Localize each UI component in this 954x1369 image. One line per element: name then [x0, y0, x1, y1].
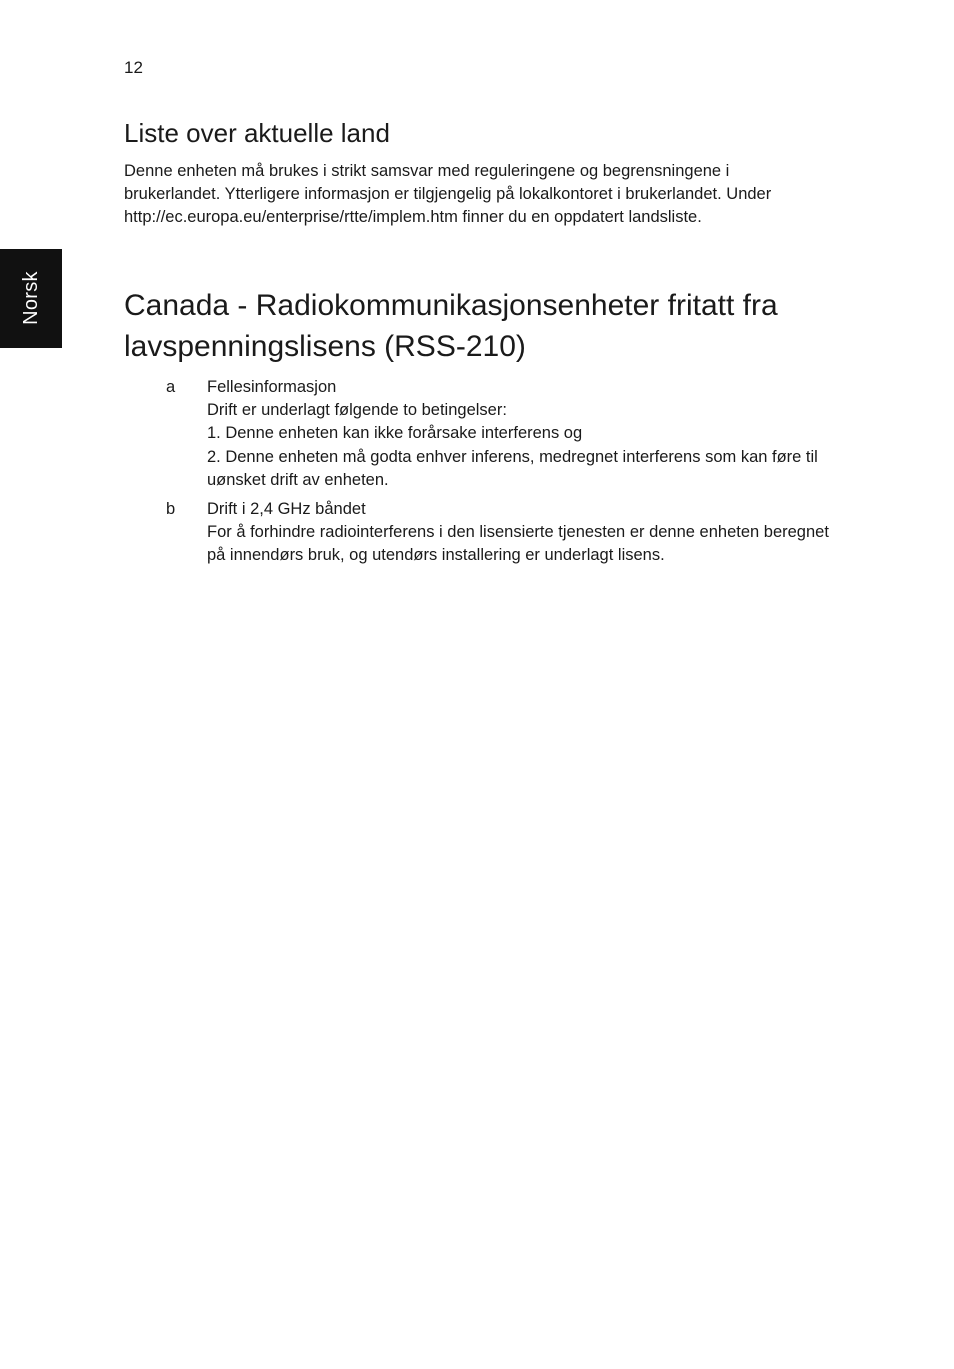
- list-marker: b: [166, 500, 176, 519]
- list-item-b: [124, 498, 844, 568]
- section-title-country-list: Liste over aktuelle land: [124, 118, 390, 148]
- list-item-heading: Fellesinformasjon: [207, 378, 337, 396]
- list-item-text: Drift er underlagt følgende to betingelser:: [207, 401, 507, 420]
- list-marker: a: [166, 378, 176, 396]
- language-side-tab-label: Norsk: [20, 271, 42, 325]
- language-side-tab: [0, 249, 62, 348]
- list-item-text: For å forhindre radiointerferens i den lisensierte tjenesten er denne enheten beregnet på innendørs bruk, og utendørs installering er underlagt lisens.: [207, 523, 829, 565]
- list-item-a: [124, 376, 844, 492]
- list-item-text: 1. Denne enheten kan ikke forårsake interferens og: [207, 424, 583, 443]
- canada-conditions-list: [124, 376, 844, 568]
- page-number: 12: [124, 58, 143, 77]
- country-list-paragraph: Denne enheten må brukes i strikt samsvar med reguleringene og begrensningene i brukerlandet. Ytterligere informasjon er tilgjengelig på lokalkontoret i brukerlandet. Under http://ec.europa.eu/enterprise/rtte/implem.htm finner du en oppdatert landsliste.: [124, 162, 772, 227]
- section-title-canada: Canada - Radiokommunikasjonsenheter fritatt fra lavspenningslisens (RSS-210): [124, 289, 778, 363]
- list-item-text: 2. Denne enheten må godta enhver inferens, medregnet interferens som kan føre til uønsket drift av enheten.: [207, 447, 818, 489]
- list-item-heading: Drift i 2,4 GHz båndet: [207, 500, 366, 519]
